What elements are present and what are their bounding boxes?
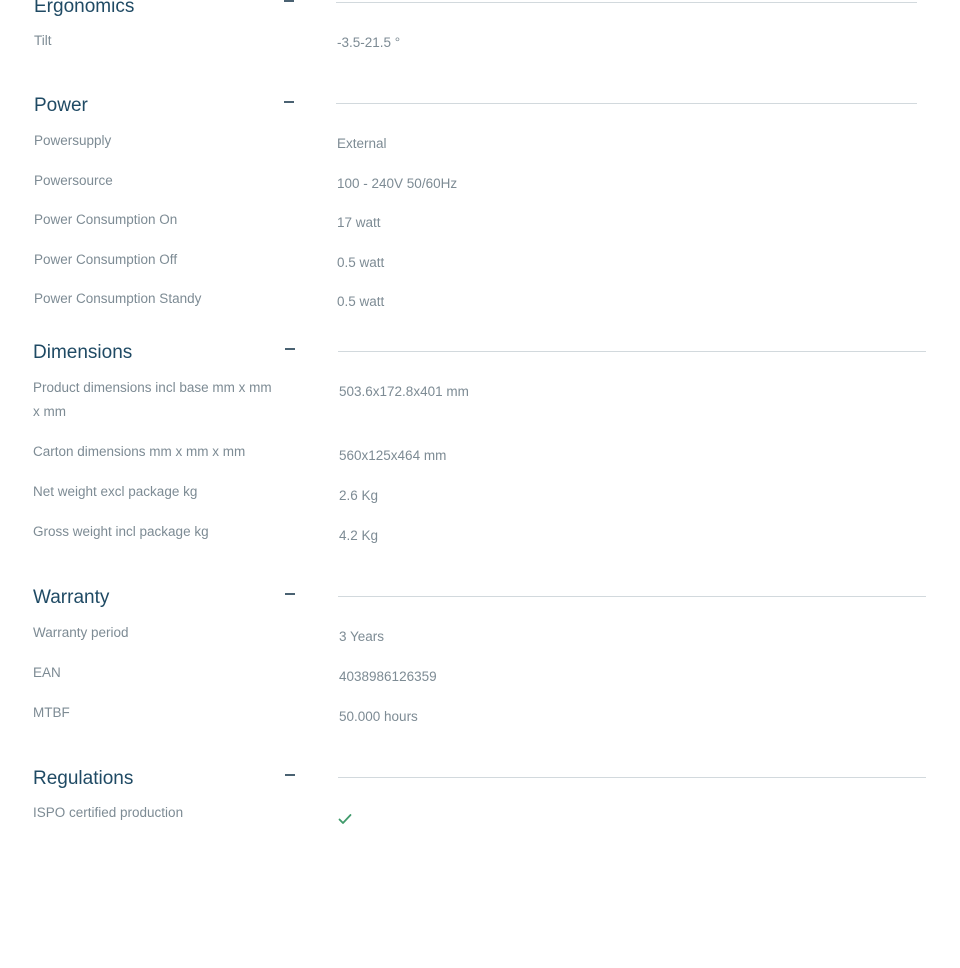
- spec-value-product-dimensions: 503.6x172.8x401 mm: [339, 384, 469, 399]
- spec-value-carton-dimensions: 560x125x464 mm: [339, 448, 447, 463]
- spec-label-product-dimensions: Product dimensions incl base mm x mm x mm: [33, 380, 272, 419]
- section-title-power: Power: [34, 95, 88, 116]
- spec-value-power-consumption-on: 17 watt: [337, 215, 381, 230]
- spec-label-net-weight: Net weight excl package kg: [33, 484, 198, 499]
- spec-value-powersource: 100 - 240V 50/60Hz: [337, 176, 458, 191]
- spec-value-warranty-period: 3 Years: [339, 629, 385, 644]
- spec-value-ean: 4038986126359: [339, 669, 437, 684]
- section-divider: [338, 596, 926, 597]
- spec-label-power-consumption-standby: Power Consumption Standy: [34, 291, 202, 306]
- collapse-regulations-toggle-icon[interactable]: [282, 767, 298, 783]
- spec-value-gross-weight: 4.2 Kg: [339, 528, 379, 543]
- section-divider: [336, 2, 917, 3]
- section-divider: [336, 103, 917, 104]
- checkmark-icon: [338, 813, 352, 825]
- spec-value-power-consumption-standby: 0.5 watt: [337, 294, 385, 309]
- section-divider: [338, 777, 926, 778]
- spec-value-power-consumption-off: 0.5 watt: [337, 255, 385, 270]
- spec-value-powersupply: External: [337, 136, 387, 151]
- spec-value-net-weight: 2.6 Kg: [339, 488, 379, 503]
- spec-label-mtbf: MTBF: [33, 705, 70, 720]
- spec-label-tilt: Tilt: [34, 33, 52, 48]
- collapse-power-toggle-icon[interactable]: [281, 94, 297, 110]
- spec-label-gross-weight: Gross weight incl package kg: [33, 524, 209, 539]
- spec-label-power-consumption-off: Power Consumption Off: [34, 252, 178, 267]
- section-title-warranty: Warranty: [33, 587, 110, 608]
- spec-label-carton-dimensions: Carton dimensions mm x mm x mm: [33, 444, 246, 459]
- spec-value-mtbf: 50.000 hours: [339, 709, 418, 724]
- collapse-warranty-toggle-icon[interactable]: [282, 586, 298, 602]
- spec-label-ispo-certified: ISPO certified production: [33, 805, 184, 820]
- section-title-dimensions: Dimensions: [33, 342, 133, 363]
- spec-label-powersupply: Powersupply: [34, 133, 112, 148]
- collapse-ergonomics-toggle-icon[interactable]: [281, 0, 297, 9]
- collapse-dimensions-toggle-icon[interactable]: [282, 341, 298, 357]
- section-title-ergonomics: Ergonomics: [34, 0, 135, 17]
- spec-label-ean: EAN: [33, 665, 61, 680]
- spec-value-tilt: -3.5-21.5 °: [337, 35, 401, 50]
- spec-label-warranty-period: Warranty period: [33, 625, 129, 640]
- spec-label-powersource: Powersource: [34, 173, 113, 188]
- section-divider: [338, 351, 926, 352]
- section-title-regulations: Regulations: [33, 768, 134, 789]
- spec-label-power-consumption-on: Power Consumption On: [34, 212, 178, 227]
